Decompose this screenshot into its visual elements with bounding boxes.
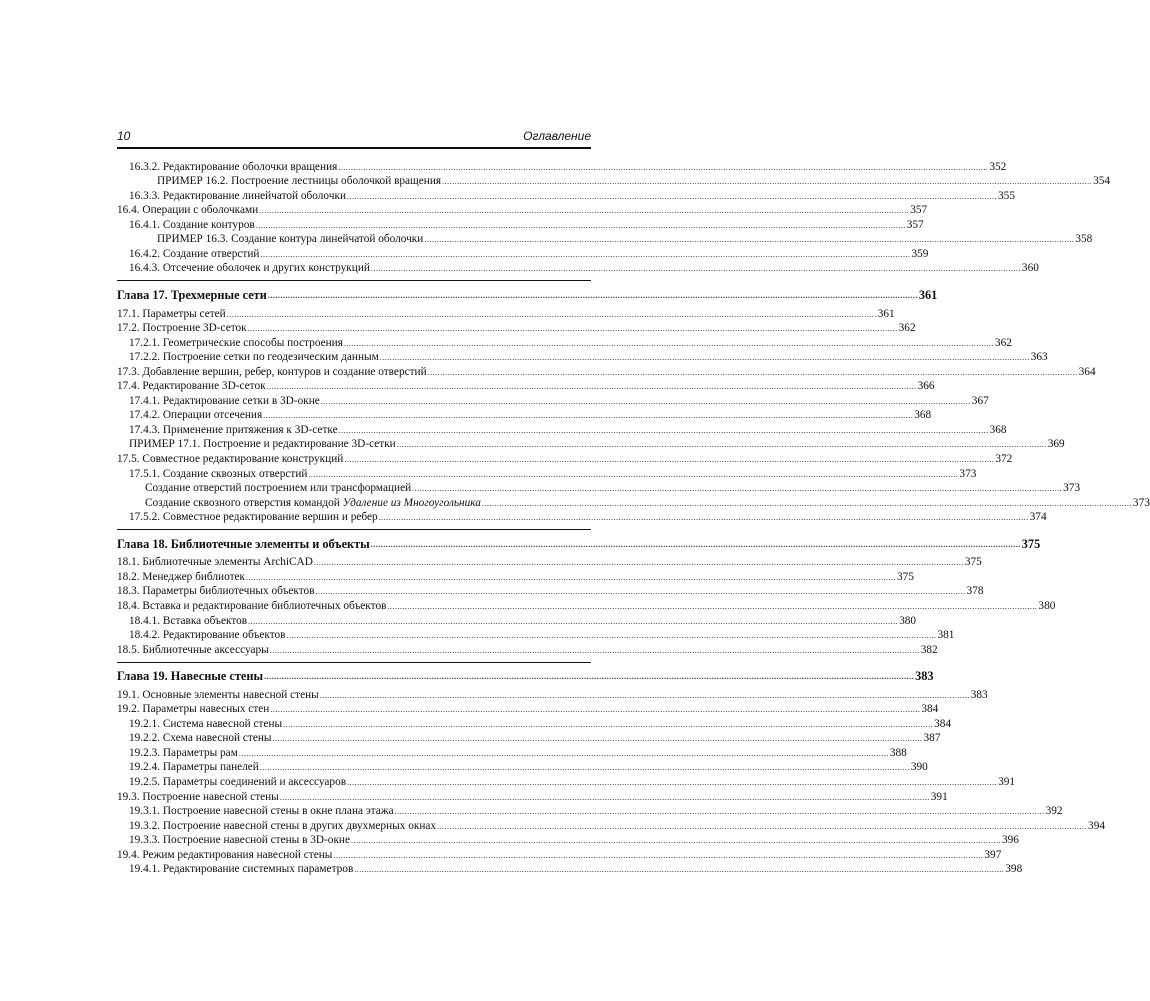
toc-entry-title — [145, 497, 481, 509]
running-title: Оглавление — [523, 129, 591, 143]
dot-leader: .................................................................................................................................................................................................................................................................... — [246, 572, 897, 582]
toc-entry-label: 16.4. Операции с оболочками — [117, 204, 259, 217]
toc-entry-page-number: 384 — [921, 703, 939, 716]
dot-leader: .................................................................................................................................................................................................................................................................... — [387, 601, 1038, 611]
toc-entry[interactable] — [117, 730, 941, 745]
toc-entry-title — [129, 219, 255, 231]
toc-entry-title — [129, 732, 272, 744]
toc-entry-label: 17.2.2. Построение сетки по геодезическим данным — [129, 351, 379, 364]
toc-entry-label: ПРИМЕР 16.2. Построение лестницы оболочкой вращения — [157, 175, 442, 188]
toc-entry-page-number: 367 — [971, 394, 989, 407]
toc-entry-label: 17.5.2. Совместное редактирование вершин и ребер — [129, 511, 378, 524]
dot-leader: .................................................................................................................................................................................................................................................................... — [247, 324, 898, 334]
toc-entry[interactable] — [117, 465, 977, 480]
toc-entry-page-number: 380 — [899, 614, 917, 627]
dot-leader: .................................................................................................................................................................................................................................................................... — [264, 672, 915, 682]
toc-entry[interactable] — [117, 509, 1047, 524]
toc-entry-label: 18.4.2. Редактирование объектов — [129, 629, 286, 642]
toc-entry-page-number: 375 — [897, 570, 914, 583]
toc-entry-page-number: 372 — [995, 453, 1013, 466]
toc-entry-page-number: 357 — [906, 218, 924, 231]
toc-entry-label: ПРИМЕР 16.3. Создание контура линейчатой оболочки — [157, 233, 424, 246]
dot-leader: .................................................................................................................................................................................................................................................................... — [259, 763, 910, 773]
dot-leader: .................................................................................................................................................................................................................................................................... — [338, 425, 989, 435]
chapter-separator — [117, 280, 591, 281]
toc-entry-page-number: 352 — [989, 160, 1007, 173]
toc-entry-page-number: 373 — [1132, 496, 1150, 509]
dot-leader: .................................................................................................................................................................................................................................................................... — [238, 748, 889, 758]
toc-entry[interactable] — [117, 597, 1056, 612]
toc-entry[interactable] — [117, 788, 948, 803]
dot-leader: .................................................................................................................................................................................................................................................................... — [424, 235, 1075, 245]
toc-entry-title — [129, 761, 259, 773]
toc-entry-title — [117, 322, 247, 334]
dot-leader: .................................................................................................................................................................................................................................................................... — [286, 631, 937, 641]
dot-leader: .................................................................................................................................................................................................................................................................... — [266, 382, 917, 392]
toc-entry[interactable] — [117, 305, 895, 320]
toc-entry[interactable] — [117, 612, 917, 627]
toc-entry-label: 17.1. Параметры сетей — [117, 307, 226, 320]
toc-entry[interactable] — [117, 421, 1007, 436]
toc-entry[interactable] — [117, 773, 1016, 788]
toc-entry-page-number: 382 — [920, 643, 938, 656]
toc-entry-label: 19.2.5. Параметры соединений и аксессуаров — [129, 775, 347, 788]
toc-entry-page-number: 369 — [1047, 438, 1065, 451]
toc-entry-title — [129, 629, 285, 641]
toc-entry[interactable] — [117, 349, 1048, 364]
toc-entry-title — [129, 863, 353, 875]
dot-leader: .................................................................................................................................................................................................................................................................... — [272, 734, 923, 744]
toc-entry[interactable] — [117, 407, 932, 422]
toc-entry-title — [117, 600, 386, 612]
toc-entry-title — [117, 791, 279, 803]
toc-entry-label: 17.4.2. Операции отсечения — [129, 409, 263, 422]
toc-entry-page-number: 381 — [937, 629, 955, 642]
toc-entry-label: Глава 18. Библиотечные элементы и объекты — [117, 536, 370, 551]
toc-entry[interactable] — [117, 378, 935, 393]
toc-entry-page-number: 360 — [1021, 262, 1039, 275]
toc-entry-page-number: 388 — [889, 746, 907, 759]
toc-entry-title — [129, 820, 436, 832]
toc-entry-page-number: 368 — [914, 409, 932, 422]
toc-entry-page-number: 373 — [1063, 482, 1081, 495]
toc-entry-title — [117, 670, 263, 682]
toc-entry-label: 18.1. Библиотечные элементы ArchiCAD — [117, 556, 313, 569]
toc-entry-label: 17.4. Редактирование 3D-сеток — [117, 380, 266, 393]
toc-entry-label: 19.2.4. Параметры панелей — [129, 761, 259, 774]
toc-entry-title — [117, 380, 266, 392]
toc-entry-title — [117, 538, 370, 550]
toc-entry[interactable] — [117, 817, 1105, 832]
toc-entry-page-number: 375 — [964, 556, 982, 569]
toc-entry[interactable] — [117, 320, 916, 335]
toc-entry-page-number: 362 — [994, 336, 1012, 349]
toc-entry-page-number: 361 — [877, 307, 895, 320]
toc-entry-title — [157, 175, 441, 187]
toc-entry-title — [129, 615, 247, 627]
toc-chapter-entry[interactable] — [117, 286, 938, 302]
toc-entry-title — [129, 337, 343, 349]
toc-entry-command-name: Удаление из Многоугольника — [342, 496, 481, 509]
dot-leader: .................................................................................................................................................................................................................................................................... — [351, 836, 1001, 846]
toc-entry-page-number: 380 — [1038, 599, 1056, 612]
chapter-separator — [117, 662, 591, 663]
toc-entry-page-number: 394 — [1088, 819, 1105, 832]
toc-entry-page-number: 398 — [1005, 863, 1023, 876]
toc-entry[interactable] — [117, 436, 1065, 451]
toc-entry-title — [129, 351, 379, 363]
dot-leader: .................................................................................................................................................................................................................................................................... — [427, 367, 1078, 377]
dot-leader: .................................................................................................................................................................................................................................................................... — [226, 309, 877, 319]
toc-chapter-entry[interactable] — [117, 535, 1041, 551]
toc-entry-label: 19.4. Режим редактирования навесной стены — [117, 848, 333, 861]
toc-entry[interactable] — [117, 846, 1002, 861]
toc-entry-title — [129, 409, 262, 421]
dot-leader: .................................................................................................................................................................................................................................................................... — [267, 290, 918, 300]
dot-leader: .................................................................................................................................................................................................................................................................... — [378, 513, 1029, 523]
dot-leader: .................................................................................................................................................................................................................................................................... — [344, 455, 995, 465]
toc-entry-page-number: 357 — [910, 204, 928, 217]
toc-entry-label: 17.4.1. Редактирование сетки в 3D-окне — [129, 394, 320, 407]
toc-entry[interactable] — [117, 494, 1150, 509]
dot-leader: .................................................................................................................................................................................................................................................................... — [315, 587, 966, 597]
toc-entry-page-number: 392 — [1045, 805, 1063, 818]
toc-entry[interactable] — [117, 363, 1096, 378]
toc-entry-title — [129, 511, 378, 523]
dot-leader: .................................................................................................................................................................................................................................................................... — [260, 249, 911, 259]
toc-entry[interactable] — [117, 759, 928, 774]
toc-entry-title — [129, 834, 350, 846]
dot-leader: .................................................................................................................................................................................................................................................................... — [283, 719, 934, 729]
toc-entry[interactable] — [117, 627, 955, 642]
toc-entry-label: 19.2. Параметры навесных стен — [117, 703, 270, 716]
toc-chapter-entry[interactable] — [117, 668, 934, 684]
toc-entry-title — [129, 718, 282, 730]
toc-entry[interactable] — [117, 451, 1013, 466]
toc-entry-title — [129, 438, 396, 450]
toc-entry-page-number: 396 — [1002, 834, 1019, 847]
dot-leader: .................................................................................................................................................................................................................................................................... — [320, 396, 971, 406]
toc-entry-title — [117, 204, 258, 216]
toc-entry-title — [129, 805, 394, 817]
toc-entry-page-number: 378 — [966, 585, 984, 598]
toc-entry-page-number: 362 — [898, 322, 916, 335]
toc-entry[interactable] — [117, 554, 982, 569]
toc-entry-label: 16.4.3. Отсечение оболочек и других конструкций — [129, 262, 370, 275]
dot-leader: .................................................................................................................................................................................................................................................................... — [379, 353, 1030, 363]
toc-entry[interactable] — [117, 641, 938, 656]
dot-leader: .................................................................................................................................................................................................................................................................... — [248, 616, 899, 626]
toc-entry-label: 18.3. Параметры библиотечных объектов — [117, 585, 315, 598]
dot-leader: .................................................................................................................................................................................................................................................................... — [269, 645, 920, 655]
toc-entry-title — [129, 248, 259, 260]
running-header — [117, 129, 591, 147]
toc-entry-title — [129, 747, 238, 759]
toc-entry-page-number: 354 — [1093, 175, 1111, 188]
toc-entry-page-number: 375 — [1021, 536, 1041, 551]
toc-entry-label: 19.3. Построение навесной стены — [117, 790, 279, 803]
toc-entry-title — [117, 585, 315, 597]
dot-leader: .................................................................................................................................................................................................................................................................... — [338, 162, 989, 172]
toc-entry-title — [117, 644, 269, 656]
toc-entry-label: Создание сквозного отверстия командой — [145, 496, 343, 509]
toc-entry-label: 18.4. Вставка и редактирование библиотечных объектов — [117, 599, 387, 612]
toc-entry-title — [129, 468, 307, 480]
toc-entry-title — [129, 190, 346, 202]
toc-entry-label: 16.3.3. Редактирование линейчатой оболочки — [129, 189, 347, 202]
toc-entry-label: 17.5.1. Создание сквозных отверстий — [129, 467, 308, 480]
toc-entry-page-number: 390 — [910, 761, 928, 774]
toc-entry-label: 17.5. Совместное редактирование конструкций — [117, 453, 344, 466]
dot-leader: .................................................................................................................................................................................................................................................................... — [347, 777, 998, 787]
toc-entry-page-number: 355 — [998, 189, 1015, 202]
toc-entry-page-number: 383 — [915, 669, 934, 684]
dot-leader: .................................................................................................................................................................................................................................................................... — [319, 690, 970, 700]
toc-entry-label: 19.2.1. Система навесной стены — [129, 717, 283, 730]
toc-entry-title — [117, 366, 427, 378]
toc-entry-page-number: 363 — [1030, 351, 1048, 364]
toc-entry[interactable] — [117, 202, 928, 217]
toc-entry-page-number: 359 — [911, 247, 929, 260]
dot-leader: .................................................................................................................................................................................................................................................................... — [481, 498, 1132, 508]
toc-entry-page-number: 358 — [1075, 233, 1093, 246]
toc-entry[interactable] — [117, 568, 914, 583]
dot-leader: .................................................................................................................................................................................................................................................................... — [347, 191, 998, 201]
dot-leader: .................................................................................................................................................................................................................................................................... — [308, 469, 959, 479]
toc-entry-title — [117, 289, 267, 301]
toc-entry-label: Создание отверстий построением или трансформацией — [145, 482, 412, 495]
toc-entry-label: 17.3. Добавление вершин, ребер, контуров и создание отверстий — [117, 365, 427, 378]
toc-entry-label: Глава 17. Трехмерные сети — [117, 287, 267, 302]
dot-leader: .................................................................................................................................................................................................................................................................... — [354, 865, 1005, 875]
dot-leader: .................................................................................................................................................................................................................................................................... — [394, 807, 1045, 817]
toc-entry-page-number: 374 — [1029, 511, 1047, 524]
toc-entry-page-number: 361 — [918, 287, 938, 302]
toc-entry[interactable] — [117, 744, 907, 759]
toc-entry-title — [117, 689, 319, 701]
toc-entry-label: 19.3.2. Построение навесной стены в других двухмерных окнах — [129, 819, 437, 832]
toc-entry-title — [129, 395, 320, 407]
toc-entry-label: ПРИМЕР 17.1. Построение и редактирование 3D-сетки — [129, 438, 396, 451]
toc-entry[interactable] — [117, 334, 1012, 349]
toc-entry-title — [117, 453, 343, 465]
toc-entry[interactable] — [117, 861, 1023, 876]
toc-entry-label: 16.4.1. Создание контуров — [129, 218, 255, 231]
toc-entry-page-number: 373 — [959, 467, 977, 480]
dot-leader: .................................................................................................................................................................................................................................................................... — [333, 850, 984, 860]
dot-leader: .................................................................................................................................................................................................................................................................... — [396, 440, 1047, 450]
dot-leader: .................................................................................................................................................................................................................................................................... — [437, 821, 1088, 831]
toc-entry[interactable] — [117, 173, 1111, 188]
toc-entry-title — [117, 556, 313, 568]
toc-entry-label: 19.4.1. Редактирование системных параметров — [129, 863, 354, 876]
toc-entry[interactable] — [117, 686, 988, 701]
toc-entry-label: 16.3.2. Редактирование оболочки вращения — [129, 160, 338, 173]
toc-entry-label: 18.4.1. Вставка объектов — [129, 614, 248, 627]
toc-entry-page-number: 364 — [1078, 365, 1096, 378]
toc-entry-title — [157, 233, 423, 245]
toc-entry[interactable] — [117, 245, 929, 260]
toc-entry-label: 18.2. Менеджер библиотек — [117, 570, 246, 583]
toc-entry-title — [117, 308, 226, 320]
dot-leader: .................................................................................................................................................................................................................................................................... — [370, 539, 1021, 549]
toc-entry[interactable] — [117, 260, 1039, 275]
toc-entry[interactable] — [117, 583, 984, 598]
toc-entry-label: 17.2. Построение 3D-сеток — [117, 322, 247, 335]
chapter-separator — [117, 529, 591, 530]
toc-entry[interactable] — [117, 392, 989, 407]
dot-leader: .................................................................................................................................................................................................................................................................... — [313, 558, 964, 568]
header-rule — [117, 147, 591, 149]
toc-entry[interactable] — [117, 480, 1081, 495]
dot-leader: .................................................................................................................................................................................................................................................................... — [255, 220, 906, 230]
toc-entry-label: 19.2.2. Схема навесной стены — [129, 732, 272, 745]
dot-leader: .................................................................................................................................................................................................................................................................... — [263, 411, 914, 421]
toc-entry-title — [129, 262, 370, 274]
toc-entry-label: 19.3.3. Построение навесной стены в 3D-окне — [129, 834, 350, 847]
toc-entry-title — [129, 776, 346, 788]
toc-entry[interactable] — [117, 803, 1063, 818]
dot-leader: .................................................................................................................................................................................................................................................................... — [279, 792, 930, 802]
dot-leader: .................................................................................................................................................................................................................................................................... — [343, 338, 994, 348]
page-number: 10 — [117, 129, 131, 143]
toc-entry-label: 19.3.1. Построение навесной стены в окне плана этажа — [129, 805, 394, 818]
toc-entry-label: 18.5. Библиотечные аксессуары — [117, 643, 269, 656]
toc-entry-label: Глава 19. Навесные стены — [117, 669, 264, 684]
toc-entry-title — [117, 571, 245, 583]
toc-entry-page-number: 397 — [984, 848, 1002, 861]
toc-entry[interactable] — [117, 832, 1019, 847]
toc-entry[interactable] — [117, 701, 939, 716]
toc-entry-label: 19.1. Основные элементы навесной стены — [117, 688, 319, 701]
toc-entry-page-number: 391 — [930, 790, 948, 803]
toc-entry[interactable] — [117, 158, 1007, 173]
toc-entry[interactable] — [117, 216, 924, 231]
toc-entry-title — [129, 161, 337, 173]
toc-entry-title — [129, 424, 338, 436]
toc-entry-page-number: 366 — [917, 380, 935, 393]
toc-entry[interactable] — [117, 231, 1093, 246]
toc-entry-page-number: 387 — [923, 732, 941, 745]
toc-entry-page-number: 383 — [970, 688, 988, 701]
toc-entry-label: 16.4.2. Создание отверстий — [129, 247, 260, 260]
toc-entry-page-number: 391 — [998, 775, 1016, 788]
toc-entry[interactable] — [117, 187, 1015, 202]
toc-entry-label: 17.2.1. Геометрические способы построения — [129, 336, 343, 349]
toc-entry-page-number: 368 — [989, 423, 1007, 436]
dot-leader: .................................................................................................................................................................................................................................................................... — [270, 705, 921, 715]
toc-entry-label: 19.2.3. Параметры рам — [129, 746, 238, 759]
dot-leader: .................................................................................................................................................................................................................................................................... — [259, 206, 910, 216]
toc-entry-page-number: 384 — [934, 717, 952, 730]
toc-entry-title — [117, 703, 269, 715]
toc-entry[interactable] — [117, 715, 952, 730]
toc-entry-label: 17.4.3. Применение притяжения к 3D-сетке — [129, 423, 338, 436]
dot-leader: .................................................................................................................................................................................................................................................................... — [412, 484, 1063, 494]
toc-entry-title — [117, 849, 332, 861]
toc-entry-title — [145, 482, 411, 494]
dot-leader: .................................................................................................................................................................................................................................................................... — [370, 264, 1021, 274]
dot-leader: .................................................................................................................................................................................................................................................................... — [442, 177, 1093, 187]
